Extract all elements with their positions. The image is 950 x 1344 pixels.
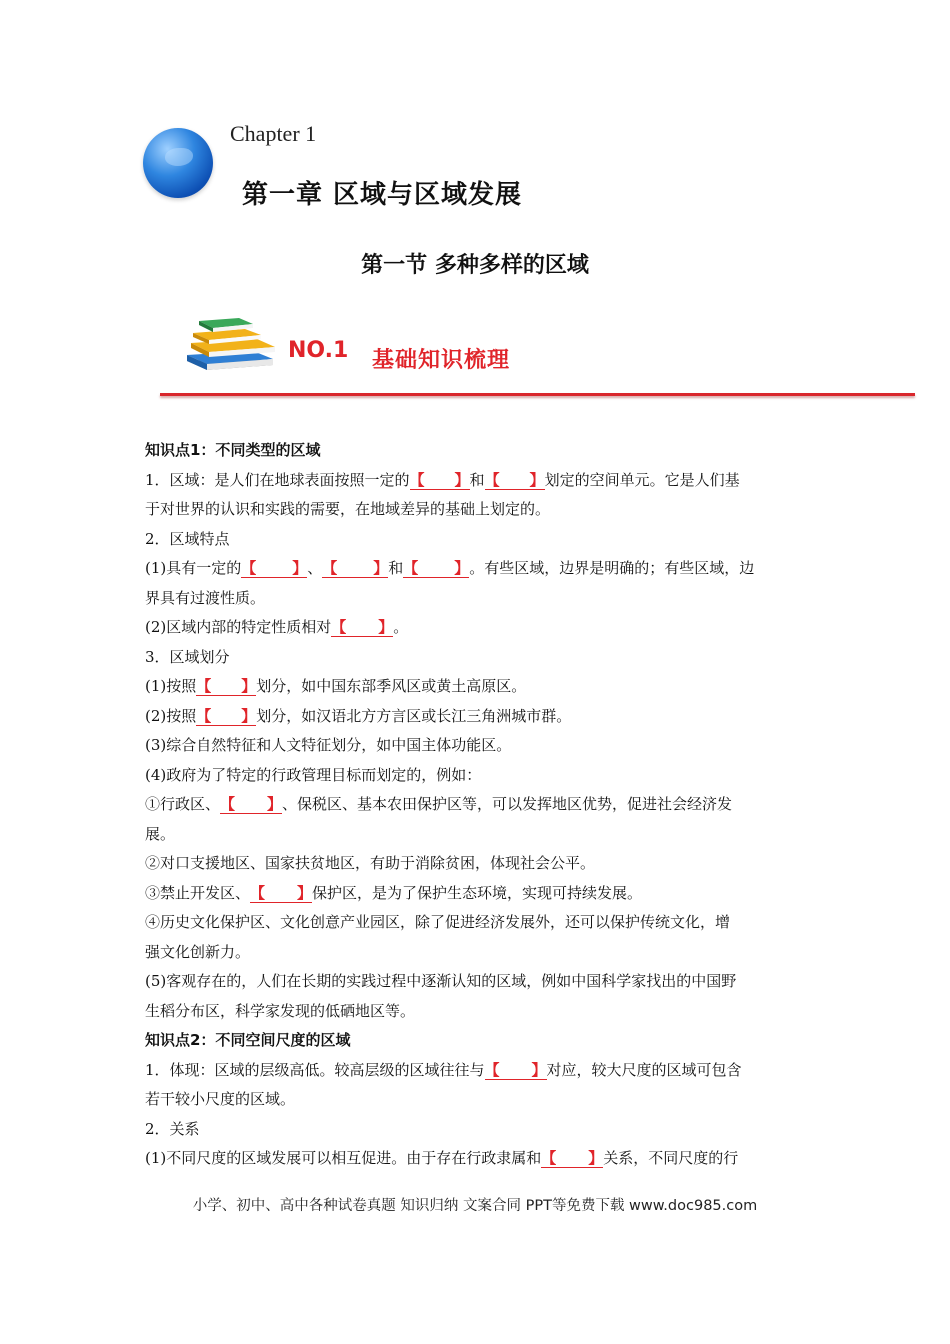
line-text: (2)区域内部的特定性质相对 — [145, 618, 332, 636]
line-text: (5)客观存在的，人们在长期的实践过程中逐渐认知的区域，例如中国科学家找出的中国野 — [145, 972, 737, 990]
line-text: 于对世界的认识和实践的需要，在地域差异的基础上划定的。 — [145, 500, 551, 518]
fill-in-blank: 【 】 — [250, 883, 313, 902]
text-line — [145, 525, 807, 555]
text-line — [145, 908, 807, 938]
line-text: 3．区域划分 — [145, 647, 230, 666]
banner-subtitle: 基础知识梳理 — [372, 347, 511, 373]
line-text: 若干较小尺度的区域。 — [145, 1090, 296, 1108]
knowledge-point-heading — [145, 436, 807, 466]
knowledge-point-heading — [145, 1026, 807, 1056]
line-text: 、保税区、基本农田保护区等，可以发挥地区优势，促进社会经济发 — [282, 795, 733, 813]
text-line — [145, 466, 807, 496]
text-line — [145, 1115, 807, 1145]
line-text: (1)按照 — [145, 677, 197, 695]
line-text: 1．体现：区域的层级高低。较高层级的区域往往与 — [145, 1060, 485, 1079]
fill-in-blank: 【 】 — [196, 677, 257, 695]
line-text: 保护区，是为了保护生态环境，实现可持续发展。 — [312, 883, 643, 902]
banner-divider — [160, 393, 915, 396]
text-line — [145, 938, 807, 968]
text-line — [145, 820, 807, 850]
text-line — [145, 1056, 807, 1086]
chapter-title: 第一章 区域与区域发展 — [242, 180, 523, 210]
text-line — [145, 672, 807, 702]
fill-in-blank: 【 】 — [484, 1060, 547, 1079]
text-line — [145, 702, 807, 732]
fill-in-blank: 【 】 — [241, 559, 308, 577]
line-text: 知识点2：不同空间尺度的区域 — [145, 1031, 351, 1049]
line-text: 生稻分布区，科学家发现的低硒地区等。 — [145, 1001, 416, 1020]
footer-text: 小学、初中、高中各种试卷真题 知识归纳 文案合同 PPT等免费下载 www.doc985.com — [192, 1198, 758, 1214]
section-title: 第一节 多种多样的区域 — [361, 253, 589, 278]
line-text: 划分，如汉语北方方言区或长江三角洲城市群。 — [256, 706, 572, 725]
line-text: 。 — [393, 618, 409, 636]
text-line — [145, 554, 807, 584]
text-line — [145, 731, 807, 761]
fill-in-blank: 【 】 — [196, 706, 257, 725]
text-line — [145, 967, 807, 997]
section-number: NO.1 — [288, 338, 349, 363]
fill-in-blank: 【 】 — [322, 559, 389, 577]
fill-in-blank: 【 】 — [403, 559, 470, 577]
line-text: 2．关系 — [145, 1119, 200, 1138]
text-line — [145, 790, 807, 820]
line-text: (2)按照 — [145, 706, 197, 725]
text-line — [145, 584, 807, 614]
line-text: 关系，不同尺度的行 — [603, 1149, 739, 1167]
line-text: 划定的空间单元。它是人们基 — [544, 470, 740, 489]
books-icon — [183, 313, 278, 379]
line-text: 对应，较大尺度的区域可包含 — [546, 1060, 742, 1079]
document-body — [145, 436, 807, 1174]
fill-in-blank: 【 】 — [484, 470, 545, 489]
line-text: ④历史文化保护区、文化创意产业园区，除了促进经济发展外，还可以保护传统文化，增 — [145, 913, 731, 931]
line-text: (3)综合自然特征和人文特征划分，如中国主体功能区。 — [145, 736, 512, 754]
line-text: ①行政区、 — [145, 795, 221, 813]
fill-in-blank: 【 】 — [331, 618, 394, 636]
chapter-label: Chapter 1 — [230, 121, 317, 146]
line-text: 2．区域特点 — [145, 529, 230, 548]
text-line — [145, 761, 807, 791]
text-line — [145, 613, 807, 643]
line-text: ②对口支援地区、国家扶贫地区，有助于消除贫困，体现社会公平。 — [145, 854, 596, 872]
line-text: 知识点1：不同类型的区域 — [145, 441, 321, 459]
text-line — [145, 879, 807, 909]
text-line — [145, 1085, 807, 1115]
line-text: 划分，如中国东部季风区或黄土高原区。 — [256, 677, 527, 695]
text-line — [145, 643, 807, 673]
fill-in-blank: 【 】 — [541, 1149, 604, 1167]
text-line — [145, 1144, 807, 1174]
line-text: 、 — [307, 559, 323, 577]
text-line — [145, 849, 807, 879]
line-text: (1)具有一定的 — [145, 559, 242, 577]
line-text: 和 — [388, 559, 404, 577]
line-text: (4)政府为了特定的行政管理目标而划定的，例如： — [145, 765, 482, 784]
globe-icon — [143, 128, 213, 198]
fill-in-blank: 【 】 — [409, 470, 470, 489]
line-text: ③禁止开发区、 — [145, 883, 251, 902]
fill-in-blank: 【 】 — [220, 795, 283, 813]
line-text: 。有些区域，边界是明确的；有些区域，边 — [469, 559, 755, 577]
text-line — [145, 997, 807, 1027]
line-text: 和 — [469, 470, 485, 489]
line-text: 界具有过渡性质。 — [145, 588, 266, 607]
line-text: 强文化创新力。 — [145, 942, 251, 961]
line-text: (1)不同尺度的区域发展可以相互促进。由于存在行政隶属和 — [145, 1149, 542, 1167]
line-text: 展。 — [145, 824, 176, 843]
line-text: 1．区域：是人们在地球表面按照一定的 — [145, 470, 410, 489]
text-line — [145, 495, 807, 525]
